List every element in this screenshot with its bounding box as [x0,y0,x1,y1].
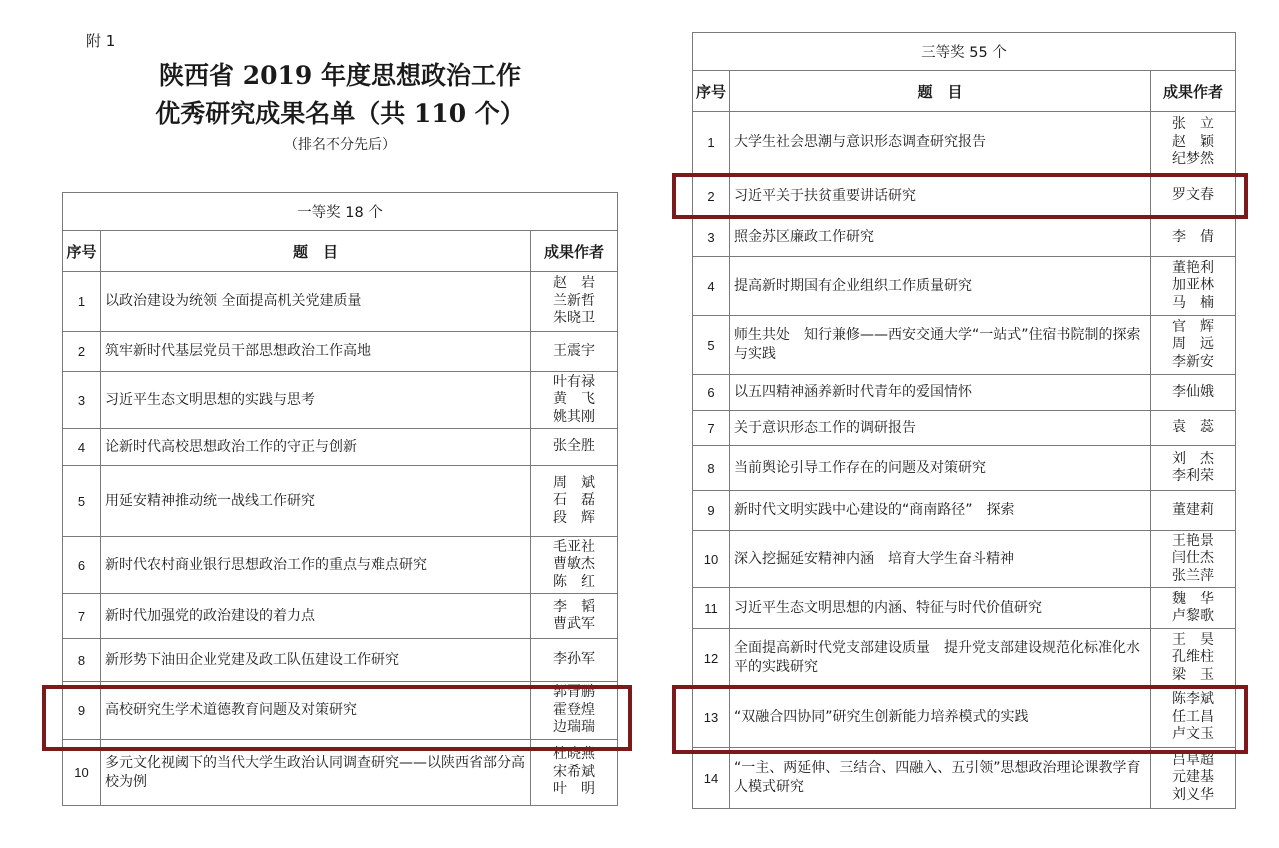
table-row [63,537,618,594]
table-row [693,112,1236,174]
author-name: 张全胜 [553,438,595,455]
row-authors [1151,112,1236,174]
row-title: 照金苏区廉政工作研究 [730,219,1151,257]
row-title: 习近平关于扶贫重要讲话研究 [730,174,1151,219]
row-title: 师生共处 知行兼修——西安交通大学“一站式”住宿书院制的探索与实践 [730,316,1151,375]
author-name: 李仙娥 [1172,383,1214,400]
attachment-label: 附 1 [86,32,116,50]
author-name: 卢文玉 [1172,726,1214,743]
row-number: 3 [693,219,730,257]
author-name: 刘义华 [1172,786,1214,803]
table-row [693,257,1236,316]
row-number: 11 [693,588,730,629]
author-name: 李 韬 [553,598,595,615]
table-row [693,446,1236,491]
author-name: 赵 颖 [1172,133,1214,150]
table-row [63,332,618,372]
author-name: 吕阜超 [1172,751,1214,768]
author-name: 纪梦然 [1172,151,1214,168]
row-authors [1151,748,1236,809]
author-name: 叶有禄 [553,373,595,390]
row-authors [531,466,618,537]
row-authors [531,594,618,639]
table-row [693,316,1236,375]
row-number: 3 [63,372,101,429]
table-row [693,491,1236,531]
table-row [63,594,618,639]
row-title: 新时代加强党的政治建设的着力点 [101,594,531,639]
row-title: 新形势下油田企业党建及政工队伍建设工作研究 [101,639,531,682]
row-title: 以五四精神涵养新时代青年的爱国情怀 [730,375,1151,411]
table-row [63,466,618,537]
author-name: 黄 飞 [553,391,595,408]
row-title: 提高新时期国有企业组织工作质量研究 [730,257,1151,316]
row-number: 14 [693,748,730,809]
row-number: 1 [63,272,101,332]
table-row [693,219,1236,257]
author-name: 陈 红 [553,573,595,590]
author-name: 袁 蕊 [1172,419,1214,436]
row-number: 10 [693,531,730,588]
author-name: 兰新哲 [553,292,595,309]
row-authors [531,272,618,332]
row-authors [531,429,618,466]
document-subtitle: （排名不分先后） [284,137,396,153]
author-name: 周 斌 [553,474,595,491]
row-number: 6 [693,375,730,411]
row-authors [531,372,618,429]
author-name: 魏 华 [1172,590,1214,607]
author-name: 卢黎歌 [1172,608,1214,624]
highlight-box-row-13 [672,685,1248,754]
table-row [693,748,1236,809]
row-title: 大学生社会思潮与意识形态调查研究报告 [730,112,1151,174]
row-title: 多元文化视阈下的当代大学生政治认同调查研究——以陕西省部分高校为例 [101,740,531,806]
author-name: 马 楠 [1172,294,1214,311]
row-authors [1151,257,1236,316]
row-number: 2 [63,332,101,372]
author-name: 曹武军 [553,616,595,632]
table-row [63,639,618,682]
row-title: “双融合四协同”研究生创新能力培养模式的实践 [730,688,1151,748]
column-header-author: 成果作者 [1151,71,1236,112]
highlight-box-row-9 [42,685,632,751]
document-title-line-1: 陕西省 2019 年度思想政治工作 [159,61,521,90]
table-row [63,372,618,429]
row-number: 13 [693,688,730,748]
author-name: 董建莉 [1172,501,1214,518]
author-name: 任工昌 [1172,708,1214,725]
row-number: 5 [693,316,730,375]
table-row [63,272,618,332]
row-title: 筑牢新时代基层党员干部思想政治工作高地 [101,332,531,372]
column-header-author: 成果作者 [531,231,618,272]
table-row [693,531,1236,588]
row-authors [531,537,618,594]
row-number: 2 [693,174,730,219]
row-number: 6 [63,537,101,594]
row-authors [1151,375,1236,411]
row-number: 8 [63,639,101,682]
row-title: 深入挖掘延安精神内涵 培育大学生奋斗精神 [730,531,1151,588]
row-authors [1151,531,1236,588]
author-name: 曹敏杰 [553,556,595,573]
author-name: 官 辉 [1172,318,1214,335]
column-header-no: 序号 [693,71,730,112]
author-name: 加亚林 [1172,277,1214,294]
row-number: 7 [693,411,730,446]
row-authors [1151,411,1236,446]
author-name: 罗文春 [1172,187,1214,204]
column-header-title: 题 目 [101,231,531,272]
highlight-box-row-2 [672,173,1248,219]
author-name: 边瑞瑞 [553,719,595,736]
row-title: “一主、两延伸、三结合、四融入、五引领”思想政治理论课教学育人模式研究 [730,748,1151,809]
author-name: 霍登煌 [553,701,595,718]
row-title: 论新时代高校思想政治工作的守正与创新 [101,429,531,466]
author-name: 宋希斌 [553,763,595,780]
author-name: 元建基 [1172,769,1214,786]
table-row [63,429,618,466]
row-title: 当前舆论引导工作存在的问题及对策研究 [730,446,1151,491]
table-caption: 三等奖 55 个 [693,33,1236,71]
author-name: 杜晓燕 [553,746,595,763]
author-name: 董艳利 [1172,259,1214,276]
author-name: 李孙军 [553,651,595,668]
row-authors [1151,219,1236,257]
row-number: 9 [63,682,101,740]
row-title: 高校研究生学术道德教育问题及对策研究 [101,682,531,740]
author-name: 李新安 [1172,353,1214,370]
column-header-title: 题 目 [730,71,1151,112]
author-name: 段 辉 [553,509,595,526]
author-name: 刘 杰 [1172,450,1214,467]
table-row [693,629,1236,688]
row-number: 4 [63,429,101,466]
row-number: 4 [693,257,730,316]
row-title: 以政治建设为统领 全面提高机关党建质量 [101,272,531,332]
author-name: 叶 明 [553,781,595,798]
row-authors [531,639,618,682]
author-name: 赵 岩 [553,275,595,292]
row-title: 新时代文明实践中心建设的“商南路径” 探索 [730,491,1151,531]
row-authors [1151,629,1236,688]
row-title: 习近平生态文明思想的实践与思考 [101,372,531,429]
row-number: 9 [693,491,730,531]
author-name: 陈李斌 [1172,691,1214,708]
author-name: 郭胥鹏 [553,684,595,701]
row-number: 7 [63,594,101,639]
row-number: 8 [693,446,730,491]
author-name: 王震宇 [553,342,595,359]
row-title: 新时代农村商业银行思想政治工作的重点与难点研究 [101,537,531,594]
author-name: 王艳景 [1172,532,1214,549]
row-authors [1151,316,1236,375]
row-number: 5 [63,466,101,537]
row-number: 10 [63,740,101,806]
row-authors [1151,588,1236,629]
row-title: 习近平生态文明思想的内涵、特征与时代价值研究 [730,588,1151,629]
table-row [693,588,1236,629]
row-number: 1 [693,112,730,174]
row-authors [1151,491,1236,531]
column-header-no: 序号 [63,231,101,272]
author-name: 张兰萍 [1172,567,1214,584]
table-caption: 一等奖 18 个 [63,193,618,231]
row-title: 关于意识形态工作的调研报告 [730,411,1151,446]
author-name: 朱晓卫 [553,310,595,327]
table-row [693,411,1236,446]
author-name: 王 昊 [1172,631,1214,648]
table-row [693,375,1236,411]
author-name: 李利荣 [1172,468,1214,484]
author-name: 梁 玉 [1172,666,1214,683]
author-name: 张 立 [1172,116,1214,133]
row-number: 12 [693,629,730,688]
author-name: 李 倩 [1172,228,1214,245]
author-name: 周 远 [1172,336,1214,353]
row-title: 全面提高新时代党支部建设质量 提升党支部建设规范化标准化水平的实践研究 [730,629,1151,688]
author-name: 石 磊 [553,492,595,509]
author-name: 毛亚社 [553,538,595,555]
author-name: 姚其刚 [553,408,595,425]
row-title: 用延安精神推动统一战线工作研究 [101,466,531,537]
row-authors [531,332,618,372]
author-name: 孔维柱 [1172,649,1214,666]
row-authors [1151,446,1236,491]
author-name: 闫仕杰 [1172,550,1214,567]
document-title-line-2: 优秀研究成果名单（共 110 个） [155,99,525,128]
